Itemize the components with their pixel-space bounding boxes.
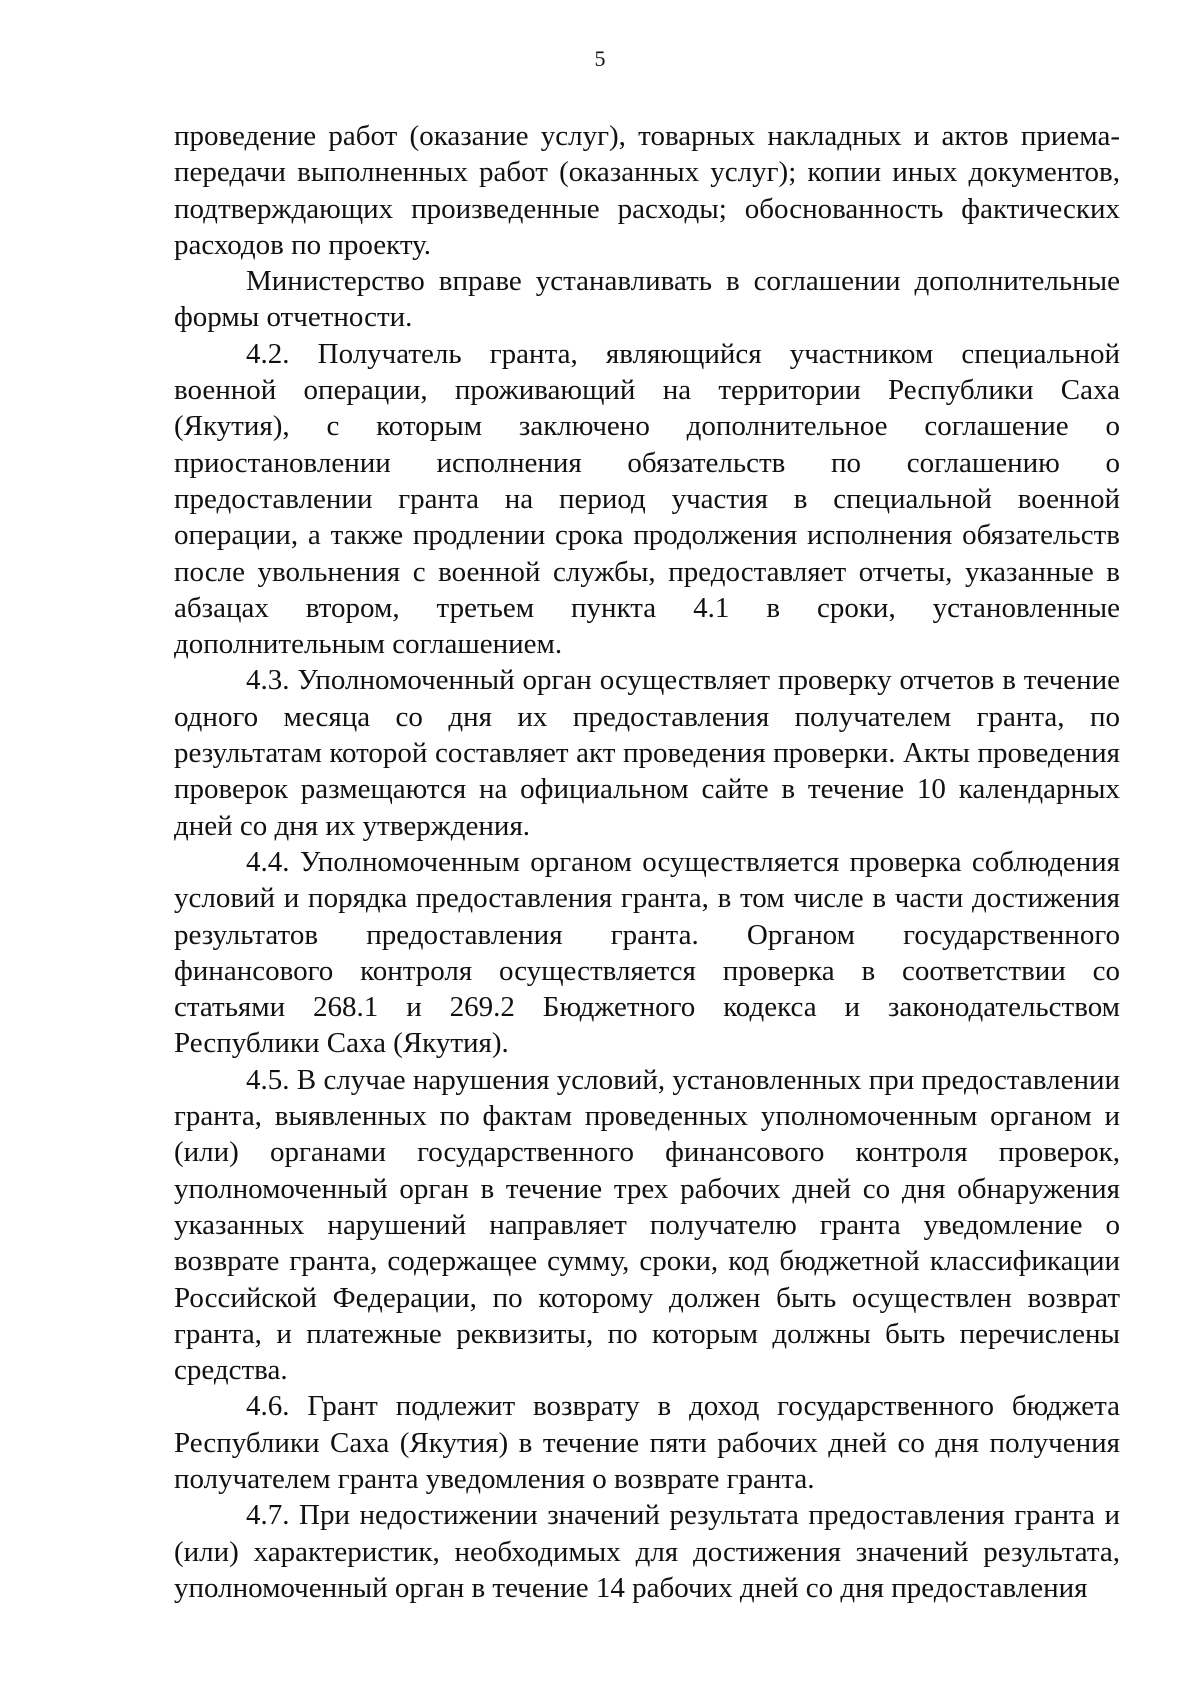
- paragraph-4-7: 4.7. При недостижении значений результата предоставления гранта и (или) характеристик, необходимых для достижения значений результата, уполномоченный орган в течение 14 рабочих дней со дня предоставления: [174, 1499, 1120, 1604]
- paragraph-4-5: 4.5. В случае нарушения условий, установленных при предоставлении гранта, выявленных по фактам проведенных уполномоченным органом и (или) органами государственного финансового контроля проверок, уполномоченный орган в течение трех рабочих дней со дня обнаружения указанных нарушений направляет получателю гранта уведомление о возврате гранта, содержащее сумму, сроки, код бюджетной классификации Российской Федерации, по которому должен быть осуществлен возврат гранта, и платежные реквизиты, по которым должны быть перечислены средства.: [174, 1063, 1120, 1387]
- page-number: 5: [594, 46, 606, 71]
- paragraph-4-6: 4.6. Грант подлежит возврату в доход государственного бюджета Республики Саха (Якутия) в течение пяти рабочих дней со дня получения получателем гранта уведомления о возврате гранта.: [174, 1390, 1120, 1495]
- paragraph-ministry-reporting-forms: Министерство вправе устанавливать в соглашении дополнительные формы отчетности.: [174, 265, 1120, 334]
- paragraph-4-4: 4.4. Уполномоченным органом осуществляется проверка соблюдения условий и порядка предоставления гранта, в том числе в части достижения результатов предоставления гранта. Органом государственного финансового контроля осуществляется проверка в соответствии со статьями 268.1 и 269.2 Бюджетного кодекса и законодательством Республики Саха (Якутия).: [174, 845, 1120, 1060]
- paragraph-4-2: 4.2. Получатель гранта, являющийся участником специальной военной операции, проживающий на территории Республики Саха (Якутия), с которым заключено дополнительное соглашение о приостановлении исполнения обязательств по соглашению о предоставлении гранта на период участия в специальной военной операции, а также продлении срока продолжения исполнения обязательств после увольнения с военной службы, предоставляет отчеты, указанные в абзацах втором, третьем пункта 4.1 в сроки, установленные дополнительным соглашением.: [174, 337, 1120, 661]
- paragraph-4-3: 4.3. Уполномоченный орган осуществляет проверку отчетов в течение одного месяца со дня их предоставления получателем гранта, по результатам которой составляет акт проведения проверки. Акты проведения проверок размещаются на официальном сайте в течение 10 календарных дней со дня их утверждения.: [174, 664, 1120, 842]
- paragraph-continuation: проведение работ (оказание услуг), товарных накладных и актов приема-передачи выполненных работ (оказанных услуг); копии иных документов, подтверждающих произведенные расходы; обоснованность фактических расходов по проекту.: [174, 120, 1120, 261]
- document-body: [174, 118, 1120, 1606]
